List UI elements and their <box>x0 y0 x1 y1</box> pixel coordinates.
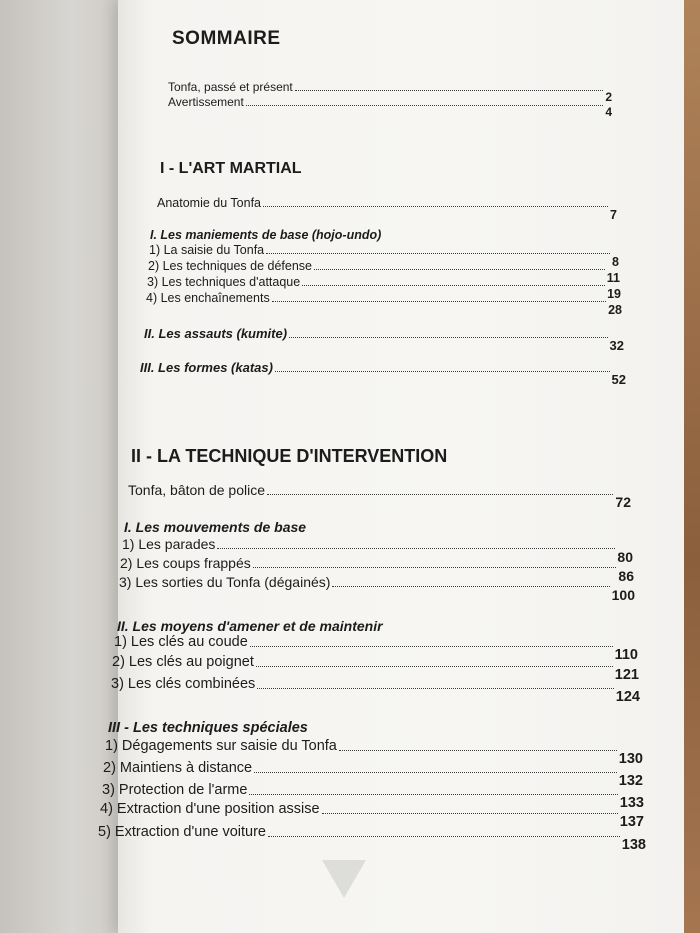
toc-entry-label: Tonfa, bâton de police <box>128 482 265 498</box>
toc-page-number: 4 <box>605 105 612 119</box>
toc-entry <box>144 326 624 353</box>
toc-page-number: 80 <box>617 549 633 565</box>
toc-page-number: 7 <box>610 208 617 222</box>
toc-entry <box>100 801 644 830</box>
toc-entry <box>105 738 643 767</box>
leader-dots <box>314 269 605 270</box>
toc-page-number: 130 <box>618 751 643 767</box>
section-title-art-martial: I - L'ART MARTIAL <box>160 160 302 177</box>
subsection-title: III - Les techniques spéciales <box>108 720 308 736</box>
toc-entry-label: 2) Les clés au poignet <box>112 654 254 670</box>
toc-entry-label: 5) Extraction d'une voiture <box>98 824 266 840</box>
leader-dots <box>246 105 604 106</box>
toc-page-number: 72 <box>615 494 631 510</box>
toc-page-number: 132 <box>618 773 643 789</box>
toc-page-number: 124 <box>615 689 640 705</box>
leader-dots <box>289 337 607 338</box>
toc-page-number: 110 <box>614 647 638 663</box>
toc-entry <box>98 824 646 853</box>
toc-entry-label: Anatomie du Tonfa <box>157 196 262 210</box>
section-title-technique-intervention: II - LA TECHNIQUE D'INTERVENTION <box>131 446 448 466</box>
toc-entry <box>119 574 635 603</box>
leader-dots <box>302 285 605 286</box>
toc-entry <box>140 360 626 387</box>
toc-page-number: 32 <box>609 338 624 353</box>
leader-dots <box>217 548 615 549</box>
leader-dots <box>295 90 604 91</box>
toc-entry <box>112 654 639 683</box>
toc-entry <box>128 482 631 510</box>
toc-page-number: 100 <box>611 587 635 603</box>
toc-page-number: 19 <box>607 287 621 301</box>
toc-page-number: 86 <box>618 568 634 584</box>
toc-page-number: 52 <box>611 372 626 387</box>
leader-dots <box>275 371 610 372</box>
leader-dots <box>250 646 613 647</box>
toc-entry-label: 3) Protection de l'arme <box>102 782 248 798</box>
subsection-title: I. Les maniements de base (hojo-undo) <box>150 228 382 242</box>
leader-dots <box>322 813 618 814</box>
leader-dots <box>332 586 609 587</box>
toc-entry-label: 1) La saisie du Tonfa <box>149 243 265 257</box>
leader-dots <box>249 794 617 795</box>
toc-entry <box>111 676 640 705</box>
leader-dots <box>268 836 620 837</box>
toc-page-number: 121 <box>614 667 639 683</box>
toc-entry <box>146 291 622 317</box>
toc-entry-label: 3) Les techniques d'attaque <box>147 275 301 289</box>
toc-page-number: 8 <box>612 255 619 269</box>
toc-entry-label: 1) Dégagements sur saisie du Tonfa <box>105 738 337 754</box>
toc-entry-label: II. Les assauts (kumite) <box>144 326 288 341</box>
leader-dots <box>254 772 617 773</box>
toc-entry-label: 4) Extraction d'une position assise <box>100 801 320 817</box>
leader-dots <box>263 206 608 207</box>
subsection-title: I. Les mouvements de base <box>124 519 307 535</box>
page-title: SOMMAIRE <box>172 28 281 49</box>
toc-page-number: 2 <box>605 90 612 104</box>
toc-entry-label: Avertissement <box>168 95 244 109</box>
toc-entry-label: Tonfa, passé et présent <box>168 80 293 94</box>
leader-dots <box>267 494 613 495</box>
subsection-title: II. Les moyens d'amener et de maintenir <box>117 618 383 634</box>
toc-entry-label: 1) Les parades <box>122 536 216 552</box>
leader-dots <box>256 666 613 667</box>
toc-page-number: 11 <box>606 271 620 285</box>
toc-page-number: 137 <box>619 814 644 830</box>
toc-entry-label: 2) Les techniques de défense <box>148 259 313 273</box>
toc-page-number: 133 <box>619 795 644 811</box>
toc-entry-label: 4) Les enchaînements <box>146 291 270 305</box>
toc-entry-label: 1) Les clés au coude <box>114 634 248 650</box>
toc-entry-label: 3) Les sorties du Tonfa (dégainés) <box>119 574 331 590</box>
show-through-triangle <box>322 860 366 898</box>
toc-entry <box>157 196 617 222</box>
leader-dots <box>257 688 614 689</box>
toc-entry-label: 2) Les coups frappés <box>120 555 251 571</box>
toc-entry <box>168 95 612 119</box>
toc-entry-label: 2) Maintiens à distance <box>103 760 253 776</box>
leader-dots <box>266 253 610 254</box>
toc-entry-label: 3) Les clés combinées <box>111 676 256 692</box>
toc-page-number: 28 <box>608 303 622 317</box>
leader-dots <box>253 567 617 568</box>
toc-page-number: 138 <box>621 837 646 853</box>
leader-dots <box>272 301 606 302</box>
leader-dots <box>339 750 617 751</box>
toc-entry <box>103 760 643 789</box>
toc-entry-label: III. Les formes (katas) <box>140 360 273 375</box>
